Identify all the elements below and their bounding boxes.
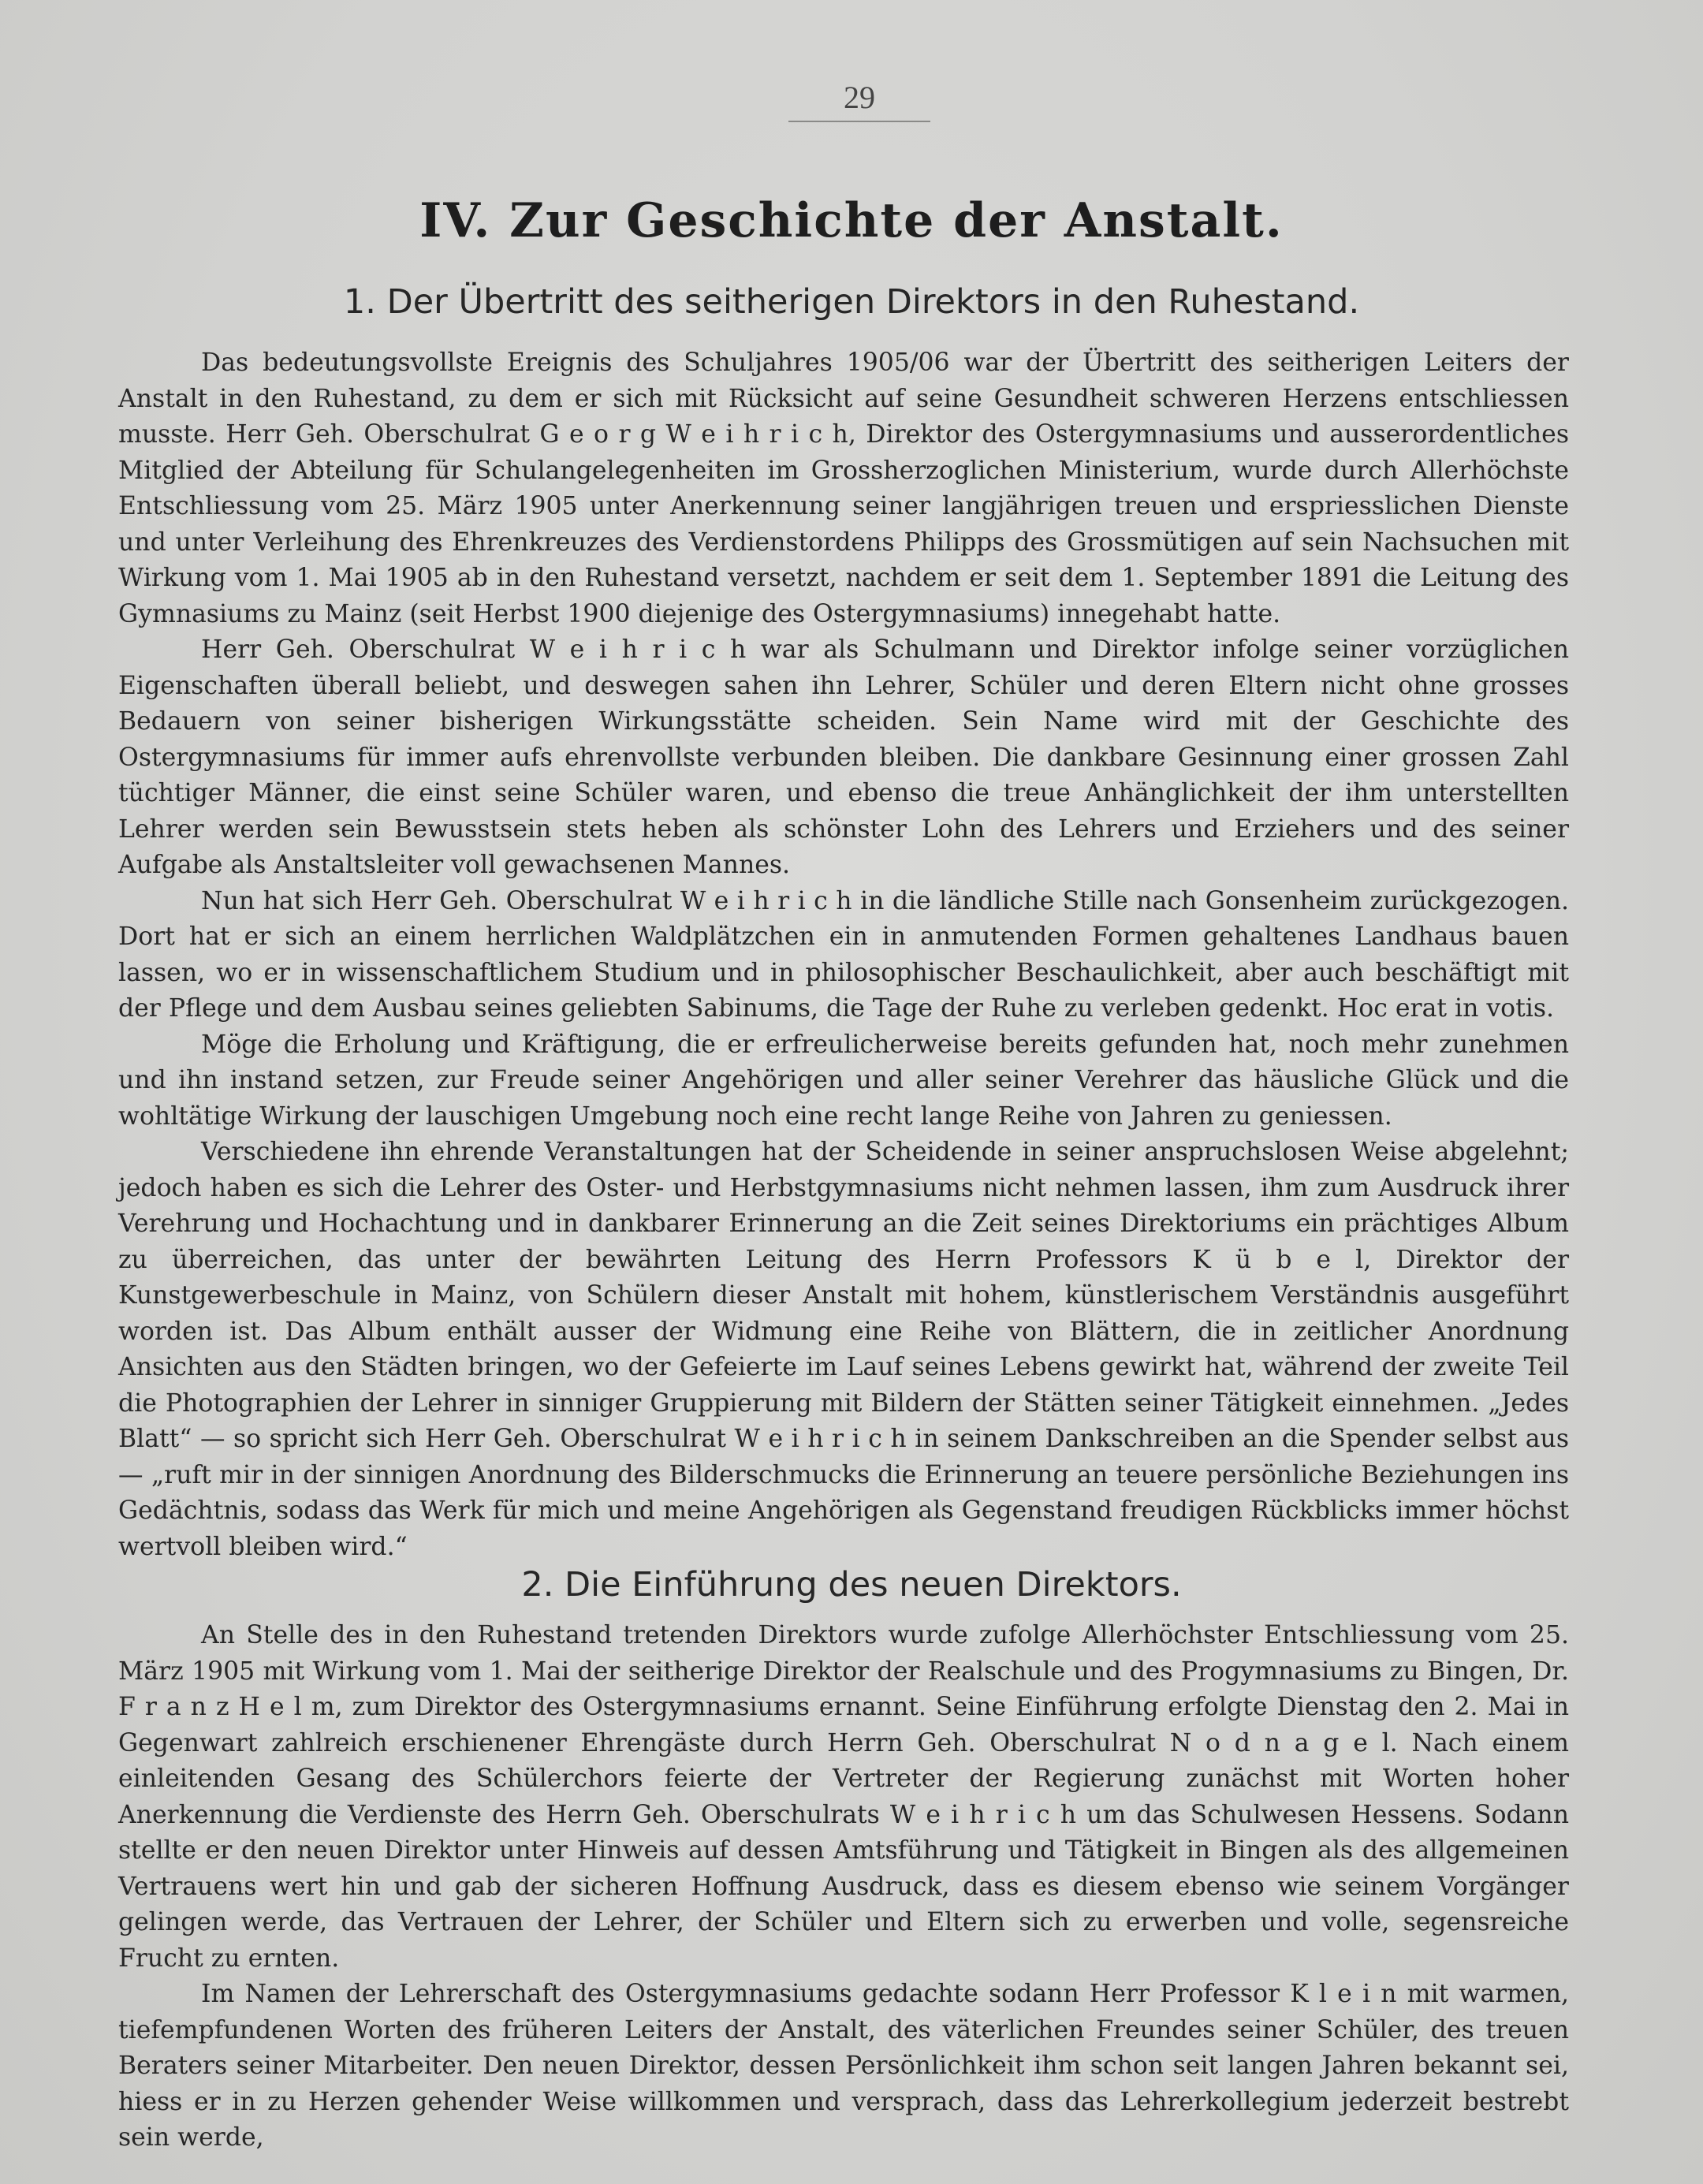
section-2-body	[118, 1618, 1569, 2156]
paragraph: Herr Geh. Oberschulrat W e i h r i c h war als Schulmann und Direktor infolge seiner vorzüglichen Eigenschaften überall beliebt, und deswegen sahen ihn Lehrer, Schüler und deren Eltern nicht ohne grosses Bedauern von seiner bisherigen Wirkungsstätte scheiden. Sein Name wird mit der Geschichte des Ostergymnasiums für immer aufs ehrenvollste verbunden bleiben. Die dankbare Gesinnung einer grossen Zahl tüchtiger Männer, die einst seine Schüler waren, und ebenso die treue Anhänglichkeit der ihm unterstellten Lehrer werden sein Bewusstsein stets heben als schönster Lohn des Lehrers und Erziehers und des seiner Aufgabe als Anstaltsleiter voll gewachsenen Mannes.	[118, 635, 1569, 879]
section-heading-1: 1. Der Übertritt des seitherigen Direktors in den Ruhestand.	[343, 282, 1360, 322]
page-number-rule	[788, 121, 930, 122]
section-heading-2: 2. Die Einführung des neuen Direktors.	[521, 1565, 1182, 1604]
paragraph: An Stelle des in den Ruhestand tretenden Direktors wurde zufolge Allerhöchster Entschliessung vom 25. März 1905 mit Wirkung vom 1. Mai der seitherige Direktor der Realschule und des Progymnasiums zu Bingen, Dr. F r a n z H e l m, zum Direktor des Ostergymnasiums ernannt. Seine Einführung erfolgte Dienstag den 2. Mai in Gegenwart zahlreich erschienener Ehrengäste durch Herrn Geh. Oberschulrat N o d n a g e l. Nach einem einleitenden Gesang des Schülerchors feierte der Vertreter der Regierung zunächst mit Worten hoher Anerkennung die Verdienste des Herrn Geh. Oberschulrats W e i h r i c h um das Schulwesen Hessens. Sodann stellte er den neuen Direktor unter Hinweis auf dessen Amtsführung und Tätigkeit in Bingen als des allgemeinen Vertrauens wert hin und gab der sicheren Hoffnung Ausdruck, dass es diesem ebenso wie seinem Vorgänger gelingen werde, das Vertrauen der Lehrer, der Schüler und Eltern sich zu erwerben und volle, segensreiche Frucht zu ernten.	[118, 1621, 1569, 1973]
section-1-body	[118, 345, 1569, 1565]
paragraph: Verschiedene ihn ehrende Veranstaltungen hat der Scheidende in seiner anspruchslosen Weise abgelehnt; jedoch haben es sich die Lehrer des Oster- und Herbstgymnasiums nicht nehmen lassen, ihm zum Ausdruck ihrer Verehrung und Hochachtung und in dankbarer Erinnerung an die Zeit seines Direktoriums ein prächtiges Album zu überreichen, das unter der bewährten Leitung des Herrn Professors K ü b e l, Direktor der Kunstgewerbeschule in Mainz, von Schülern dieser Anstalt mit hohem, künstlerischem Verständnis ausgeführt worden ist. Das Album enthält ausser der Widmung eine Reihe von Blättern, die in zeitlicher Anordnung Ansichten aus den Städten bringen, wo der Gefeierte im Lauf seines Lebens gewirkt hat, während der zweite Teil die Photographien der Lehrer in sinniger Gruppierung mit Bildern der Stätten seiner Tätigkeit einnehmen. „Jedes Blatt“ — so spricht sich Herr Geh. Oberschulrat W e i h r i c h in seinem Dankschreiben an die Spender selbst aus — „ruft mir in der sinnigen Anordnung des Bilderschmucks die Erinnerung an teuere persönliche Beziehungen ins Gedächtnis, sodass das Werk für mich und meine Angehörigen als Gegenstand freudigen Rückblicks immer höchst wertvoll bleiben wird.“	[118, 1138, 1569, 1561]
paragraph: Möge die Erholung und Kräftigung, die er erfreulicherweise bereits gefunden hat, noch mehr zunehmen und ihn instand setzen, zur Freude seiner Angehörigen und aller seiner Verehrer das häusliche Glück und die wohltätige Wirkung der lauschigen Umgebung noch eine recht lange Reihe von Jahren zu geniessen.	[118, 1030, 1569, 1131]
paragraph: Im Namen der Lehrerschaft des Ostergymnasiums gedachte sodann Herr Professor K l e i n mit warmen, tiefempfundenen Worten des früheren Leiters der Anstalt, des väterlichen Freundes seiner Schüler, des treuen Beraters seiner Mitarbeiter. Den neuen Direktor, dessen Persönlichkeit ihm schon seit langen Jahren bekannt sei, hiess er in zu Herzen gehender Weise willkommen und versprach, dass das Lehrerkollegium jederzeit bestrebt sein werde,	[118, 1980, 1569, 2152]
page-number: 29	[844, 80, 875, 115]
paragraph: Das bedeutungsvollste Ereignis des Schuljahres 1905/06 war der Übertritt des seitherigen Leiters der Anstalt in den Ruhestand, zu dem er sich mit Rücksicht auf seine Gesundheit schweren Herzens entschliessen musste. Herr Geh. Oberschulrat G e o r g W e i h r i c h, Direktor des Ostergymnasiums und ausserordentliches Mitglied der Abteilung für Schulangelegenheiten im Grossherzoglichen Ministerium, wurde durch Allerhöchste Entschliessung vom 25. März 1905 unter Anerkennung seiner langjährigen treuen und erspriesslichen Dienste und unter Verleihung des Ehrenkreuzes des Verdienstordens Philipps des Grossmütigen auf sein Nachsuchen mit Wirkung vom 1. Mai 1905 ab in den Ruhestand versetzt, nachdem er seit dem 1. September 1891 die Leitung des Gymnasiums zu Mainz (seit Herbst 1900 diejenige des Ostergymnasiums) innegehabt hatte.	[118, 348, 1569, 628]
paragraph: Nun hat sich Herr Geh. Oberschulrat W e i h r i c h in die ländliche Stille nach Gonsenheim zurückgezogen. Dort hat er sich an einem herrlichen Waldplätzchen ein in anmutenden Formen gehaltenes Landhaus bauen lassen, wo er in wissenschaftlichem Studium und in philosophischer Beschaulichkeit, aber auch beschäftigt mit der Pflege und dem Ausbau seines geliebten Sabinums, die Tage der Ruhe zu verleben gedenkt. Hoc erat in votis.	[118, 886, 1569, 1023]
chapter-title: IV. Zur Geschichte der Anstalt.	[419, 193, 1284, 248]
